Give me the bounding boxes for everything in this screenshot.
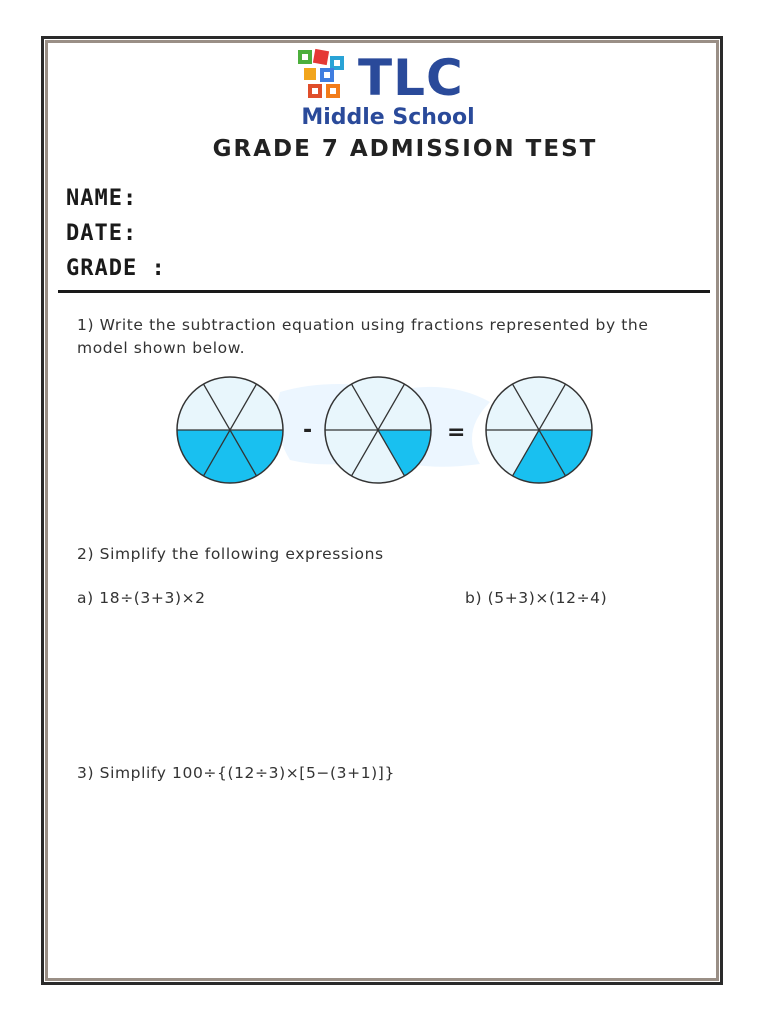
question-2: 2) Simplify the following expressions	[77, 545, 384, 563]
date-field-label: DATE:	[66, 221, 138, 246]
logo-name: TLC	[358, 49, 464, 107]
equals-sign: =	[447, 420, 466, 445]
logo-mark-icon	[296, 48, 350, 102]
logo-subtitle: Middle School	[301, 105, 475, 130]
grade-field-label: GRADE :	[66, 256, 166, 281]
minus-sign: -	[303, 418, 313, 443]
fraction-circle-1	[177, 377, 283, 483]
fraction-circle-3	[486, 377, 592, 483]
question-2a: a) 18÷(3+3)×2	[77, 589, 206, 607]
question-2b: b) (5+3)×(12÷4)	[465, 589, 608, 607]
header-divider	[58, 290, 710, 293]
fraction-circle-2	[325, 377, 431, 483]
page-title: GRADE 7 ADMISSION TEST	[212, 136, 598, 162]
page-border-inner	[45, 40, 719, 981]
fraction-model	[160, 372, 610, 492]
question-3: 3) Simplify 100÷{(12÷3)×[5−(3+1)]}	[77, 764, 395, 782]
school-logo	[296, 48, 486, 138]
name-field-label: NAME:	[66, 186, 138, 211]
question-1: 1) Write the subtraction equation using fractions represented by the model shown below.	[77, 316, 649, 357]
